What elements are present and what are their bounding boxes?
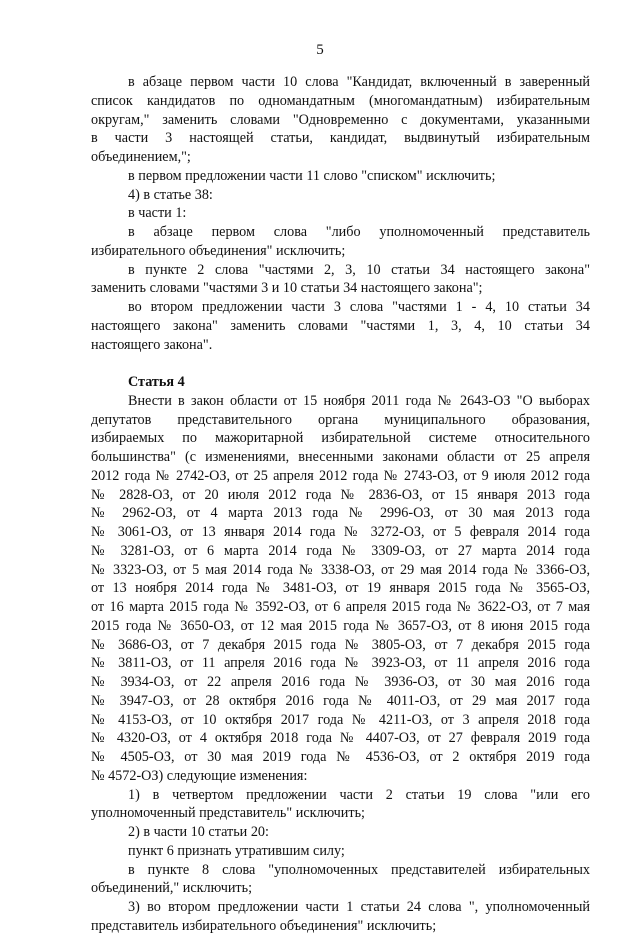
text-line: объединений," исключить; xyxy=(91,880,253,897)
text-line: № 3811-ОЗ, от 11 апреля 2016 года № 3923-ОЗ, от 11 апреля 2016 года xyxy=(91,655,590,672)
text-line: 3) во втором предложении части 1 статьи 24 слова ", уполномоченный xyxy=(128,899,590,915)
text-line: округам," заменить словами "Одновременно с документами, указанными xyxy=(91,111,590,128)
text-line: № 3686-ОЗ, от 7 декабря 2015 года № 3805-ОЗ, от 7 декабря 2015 года xyxy=(91,636,590,653)
text-line: № 3061-ОЗ, от 13 января 2014 года № 3272-ОЗ, от 5 февраля 2014 года xyxy=(91,524,590,540)
text-line: в первом предложении части 11 слово "списком" исключить; xyxy=(128,167,496,184)
article-heading: Статья 4 xyxy=(128,374,185,390)
text-line: избираемых по мажоритарной избирательной системе относительного xyxy=(91,430,590,447)
text-line: 2015 года № 3650-ОЗ, от 12 мая 2015 года № 3657-ОЗ, от 8 июня 2015 года xyxy=(91,617,590,634)
text-line: пункт 6 признать утратившим силу; xyxy=(128,842,345,859)
text-line: от 13 ноября 2014 года № 3481-ОЗ, от 19 января 2015 года № 3565-ОЗ, xyxy=(91,580,590,597)
text-line: в части 3 настоящей статьи, кандидат, выдвинутый избирательным xyxy=(91,130,590,147)
text-line: № 4153-ОЗ, от 10 октября 2017 года № 4211-ОЗ, от 3 апреля 2018 года xyxy=(91,711,590,728)
text-line: № 3323-ОЗ, от 5 мая 2014 года № 3338-ОЗ, от 29 мая 2014 года № 3366-ОЗ, xyxy=(91,561,590,578)
text-line: № 4505-ОЗ, от 30 мая 2019 года № 4536-ОЗ, от 2 октября 2019 года xyxy=(91,749,590,765)
text-line: 4) в статье 38: xyxy=(128,186,213,203)
text-line: список кандидатов по одномандатным (многомандатным) избирательным xyxy=(91,92,590,109)
text-line: заменить словами "частями 3 и 10 статьи 34 настоящего закона"; xyxy=(91,280,483,297)
text-line: № 3934-ОЗ, от 22 апреля 2016 года № 3936-ОЗ, от 30 мая 2016 года xyxy=(91,674,590,690)
text-line: в пункте 2 слова "частями 2, 3, 10 статьи 34 настоящего закона" xyxy=(128,261,590,278)
text-line: настоящего закона". xyxy=(91,336,213,353)
text-line: № 2828-ОЗ, от 20 июля 2012 года № 2836-ОЗ, от 15 января 2013 года xyxy=(91,486,590,503)
text-line: большинства" (с изменениями, внесенными законами области от 25 апреля xyxy=(91,449,590,465)
text-line: в части 1: xyxy=(128,205,187,222)
text-line xyxy=(91,354,590,373)
text-line: Внести в закон области от 15 ноября 2011 года № 2643-ОЗ "О выборах xyxy=(128,392,590,409)
text-line: уполномоченный представитель" исключить; xyxy=(91,805,366,822)
text-line: № 4572-ОЗ) следующие изменения: xyxy=(91,767,308,784)
text-line: 2012 года № 2742-ОЗ, от 25 апреля 2012 года № 2743-ОЗ, от 9 июля 2012 года xyxy=(91,467,590,484)
text-line: от 16 марта 2015 года № 3592-ОЗ, от 6 апреля 2015 года № 3622-ОЗ, от 7 мая xyxy=(91,599,590,615)
text-line: 1) в четвертом предложении части 2 статьи 19 слова "или его xyxy=(128,786,590,803)
page-number: 5 xyxy=(316,42,324,58)
text-line: депутатов представительного органа муниципального образования, xyxy=(91,411,590,428)
text-line: избирательного объединения" исключить; xyxy=(91,242,346,259)
text-line: в абзаце первом слова "либо уполномоченный представитель xyxy=(128,224,590,240)
text-line: № 4320-ОЗ, от 4 октября 2018 года № 4407-ОЗ, от 27 февраля 2019 года xyxy=(91,730,590,747)
text-line: настоящего закона" заменить словами "частями 1, 3, 4, 10 статьи 34 xyxy=(91,317,590,334)
text-line: во втором предложении части 3 слова "частями 1 - 4, 10 статьи 34 xyxy=(128,299,590,315)
text-line: представитель избирательного объединения" исключить; xyxy=(91,917,437,934)
text-line: № 3281-ОЗ, от 6 марта 2014 года № 3309-ОЗ, от 27 марта 2014 года xyxy=(91,542,590,559)
text-line: в пункте 8 слова "уполномоченных представителей избирательных xyxy=(128,861,590,878)
text-line: 2) в части 10 статьи 20: xyxy=(128,824,269,840)
text-line: в абзаце первом части 10 слова "Кандидат, включенный в заверенный xyxy=(128,74,590,90)
text-line: № 3947-ОЗ, от 28 октября 2016 года № 4011-ОЗ, от 29 мая 2017 года xyxy=(91,692,590,709)
text-line: объединением,"; xyxy=(91,149,191,165)
text-line: № 2962-ОЗ, от 4 марта 2013 года № 2996-ОЗ, от 30 мая 2013 года xyxy=(91,505,590,522)
